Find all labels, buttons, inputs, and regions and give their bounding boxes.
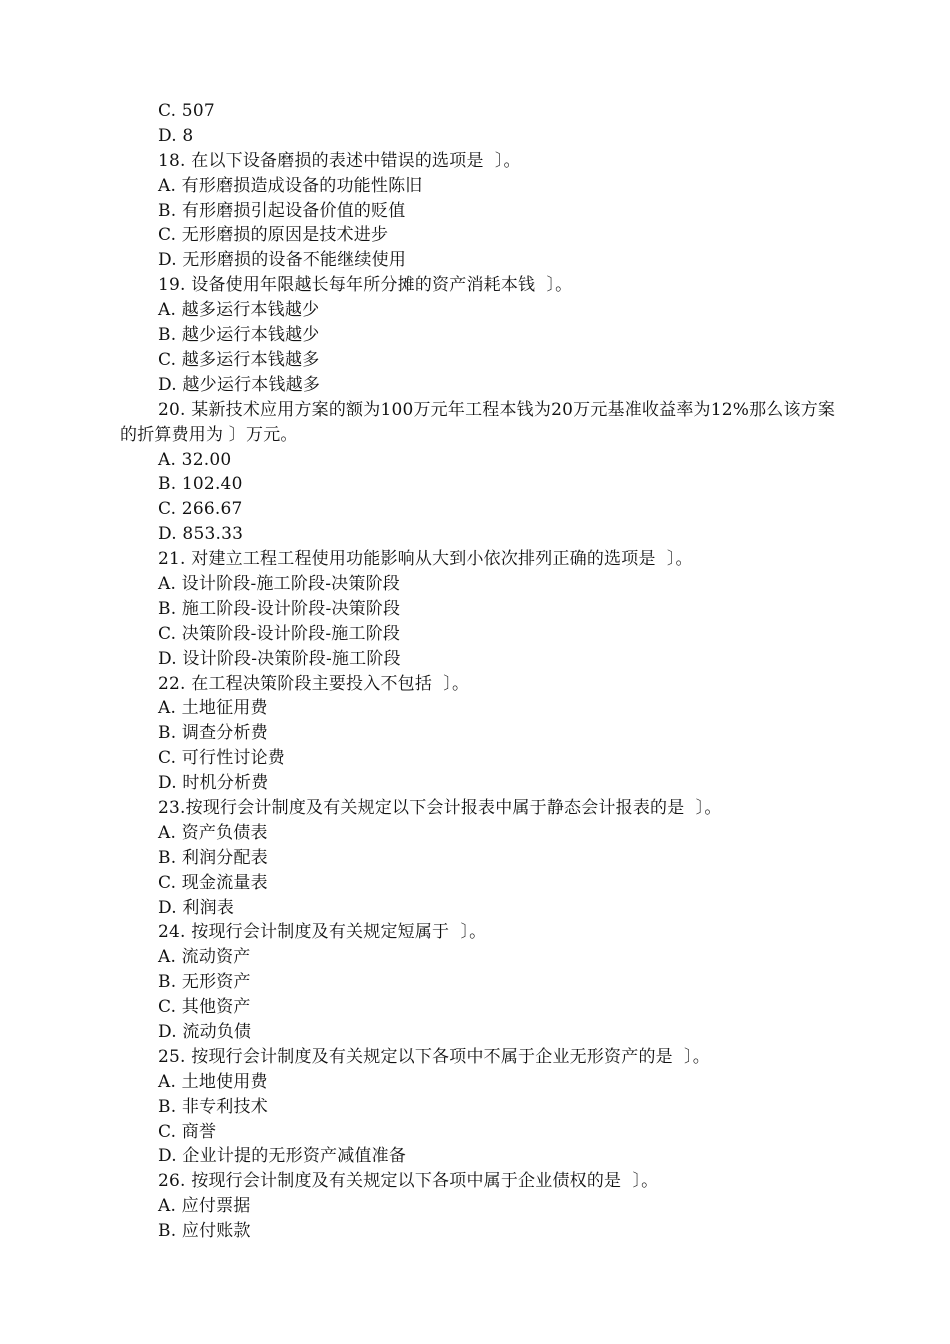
answer-option: B. 应付账款 xyxy=(158,1221,251,1242)
answer-option: C. 决策阶段-设计阶段-施工阶段 xyxy=(158,623,401,644)
answer-option: D. 越少运行本钱越多 xyxy=(158,374,321,395)
answer-option: A. 土地征用费 xyxy=(158,698,268,719)
answer-option: D. 企业计提的无形资产减值准备 xyxy=(158,1146,407,1167)
answer-option: D. 8 xyxy=(158,125,194,146)
answer-option: C. 商誉 xyxy=(158,1121,217,1142)
answer-option: D. 流动负债 xyxy=(158,1021,252,1042)
answer-option: D. 利润表 xyxy=(158,897,235,918)
answer-option: A. 有形磨损造成设备的功能性陈旧 xyxy=(158,175,423,196)
answer-option: C. 现金流量表 xyxy=(158,872,268,893)
answer-option: C. 可行性讨论费 xyxy=(158,748,286,769)
answer-option: B. 无形资产 xyxy=(158,972,251,993)
answer-option: A. 流动资产 xyxy=(158,947,251,968)
answer-option: B. 非专利技术 xyxy=(158,1096,268,1117)
answer-option: A. 土地使用费 xyxy=(158,1071,268,1092)
answer-option: B. 利润分配表 xyxy=(158,847,268,868)
answer-option: D. 无形磨损的设备不能继续使用 xyxy=(158,250,407,271)
question-text: 22. 在工程决策阶段主要投入不包括 〕。 xyxy=(158,673,470,694)
answer-option: A. 32.00 xyxy=(158,449,232,470)
answer-option: B. 越少运行本钱越少 xyxy=(158,325,320,346)
question-text: 18. 在以下设备磨损的表述中错误的选项是 〕。 xyxy=(158,150,521,171)
answer-option: B. 有形磨损引起设备价值的贬值 xyxy=(158,200,406,221)
question-text: 19. 设备使用年限越长每年所分摊的资产消耗本钱 〕。 xyxy=(158,275,573,296)
question-text: 24. 按现行会计制度及有关规定短属于 〕。 xyxy=(158,922,487,943)
answer-option: D. 设计阶段-决策阶段-施工阶段 xyxy=(158,648,401,669)
answer-option: C. 越多运行本钱越多 xyxy=(158,349,320,370)
question-text: 25. 按现行会计制度及有关规定以下各项中不属于企业无形资产的是 〕。 xyxy=(158,1046,710,1067)
answer-option: A. 应付票据 xyxy=(158,1196,251,1217)
question-text: 21. 对建立工程工程使用功能影响从大到小依次排列正确的选项是 〕。 xyxy=(158,549,693,570)
question-text: 26. 按现行会计制度及有关规定以下各项中属于企业债权的是 〕。 xyxy=(158,1171,659,1192)
answer-option: D. 时机分析费 xyxy=(158,773,269,794)
answer-option: C. 266.67 xyxy=(158,499,243,520)
answer-option: A. 设计阶段-施工阶段-决策阶段 xyxy=(158,573,400,594)
answer-option: C. 507 xyxy=(158,101,215,121)
answer-option: B. 102.40 xyxy=(158,474,243,495)
question-text: 23.按现行会计制度及有关规定以下会计报表中属于静态会计报表的是 〕。 xyxy=(158,797,722,818)
question-list xyxy=(120,99,845,1244)
answer-option: A. 资产负债表 xyxy=(158,822,268,843)
answer-option: A. 越多运行本钱越少 xyxy=(158,300,320,321)
answer-option: C. 其他资产 xyxy=(158,997,251,1018)
question-text: 20. 某新技术应用方案的额为100万元年工程本钱为20万元基准收益率为12%那么该方案的折算费用为 〕万元。 xyxy=(120,399,836,445)
answer-option: B. 施工阶段-设计阶段-决策阶段 xyxy=(158,598,401,619)
answer-option: C. 无形磨损的原因是技术进步 xyxy=(158,225,389,246)
answer-option: D. 853.33 xyxy=(158,524,244,545)
answer-option: B. 调查分析费 xyxy=(158,723,268,744)
